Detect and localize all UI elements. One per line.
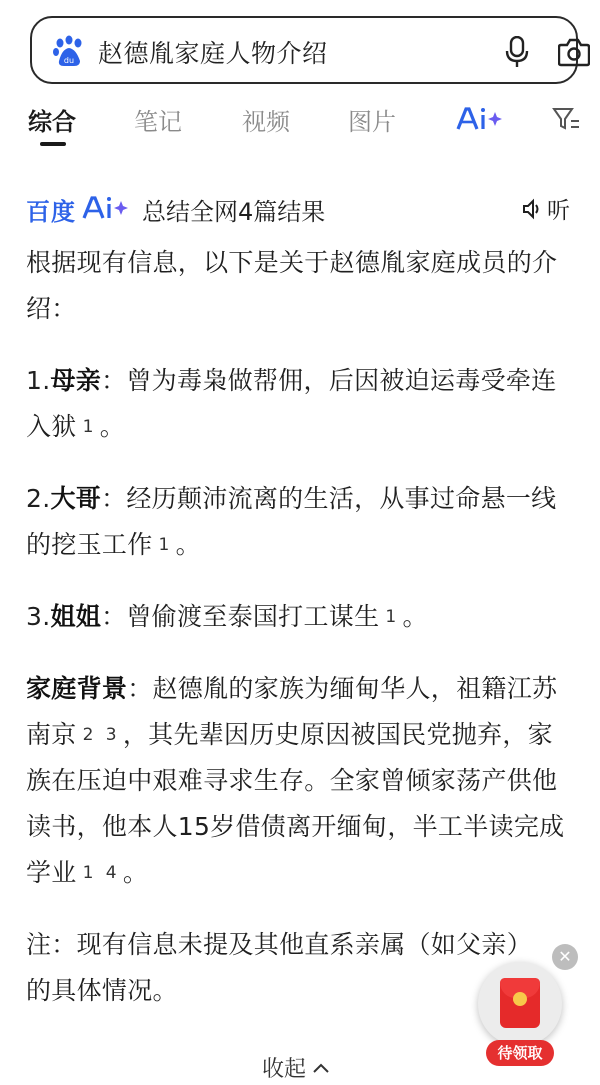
citation-ref[interactable]: 4 — [105, 863, 117, 883]
tab-images[interactable]: 图片 — [348, 108, 396, 136]
family-background: 家庭背景：赵德胤的家族为缅甸华人，祖籍江苏南京 2 3 ，其先辈因历史原因被国民党抛弃，家族在压迫中艰难寻求生存。全家曾倾家荡产供他读书，他本人15岁借债离开缅甸，半工半读完成学业 1 4 。 — [26, 674, 565, 887]
search-query-text[interactable]: 赵德胤家庭人物介绍 — [98, 39, 328, 68]
microphone-icon[interactable] — [504, 36, 530, 68]
citation-ref[interactable]: 1 — [82, 417, 94, 437]
chevron-up-icon — [312, 1062, 330, 1074]
collapse-label: 收起 — [262, 1057, 307, 1082]
ai-answer-content — [26, 240, 574, 1014]
citation-ref[interactable]: 3 — [105, 725, 117, 745]
list-item: 1.母亲：曾为毒枭做帮佣，后因被迫运毒受牵连入狱 1 。 — [26, 366, 557, 441]
search-bar[interactable] — [30, 16, 578, 84]
item-title: 姐姐 — [50, 602, 102, 631]
ai-summary-label: 总结全网4篇结果 — [142, 198, 326, 226]
citation-ref[interactable]: 2 — [82, 725, 94, 745]
background-title: 家庭背景 — [26, 674, 128, 703]
answer-note: 注：现有信息未提及其他直系亲属（如父亲）的具体情况。 — [26, 930, 533, 1005]
tab-notes[interactable]: 笔记 — [134, 108, 182, 136]
search-tabs — [0, 96, 600, 156]
close-icon[interactable]: ✕ — [552, 944, 578, 970]
list-item: 2.大哥：经历颠沛流离的生活，从事过命悬一线的挖玉工作 1 。 — [26, 484, 557, 559]
list-item: 3.姐姐：曾偷渡至泰国打工谋生 1 。 — [26, 602, 428, 631]
item-title: 母亲 — [50, 366, 102, 395]
tab-videos[interactable]: 视频 — [242, 108, 290, 136]
red-packet-float[interactable] — [478, 962, 562, 1070]
listen-label: 听 — [547, 198, 570, 224]
citation-ref[interactable]: 1 — [158, 535, 170, 555]
tab-all[interactable]: 综合 — [28, 108, 76, 136]
baidu-paw-icon — [52, 35, 86, 67]
ai-logo-text: 百度 — [26, 198, 76, 226]
answer-intro: 根据现有信息，以下是关于赵德胤家庭成员的介绍： — [26, 248, 558, 323]
speaker-icon — [521, 198, 543, 220]
citation-ref[interactable]: 1 — [82, 863, 94, 883]
citation-ref[interactable]: 1 — [385, 607, 397, 627]
svg-text:du: du — [63, 56, 75, 65]
active-tab-indicator — [40, 142, 66, 146]
ai-icon — [82, 196, 128, 220]
filter-icon[interactable] — [552, 106, 580, 132]
listen-button[interactable] — [521, 192, 570, 225]
item-title: 大哥 — [50, 484, 102, 513]
red-packet-label: 待领取 — [486, 1040, 554, 1066]
ai-tab-icon[interactable] — [456, 106, 502, 132]
ai-summary-header — [26, 190, 576, 226]
camera-icon[interactable] — [558, 37, 590, 67]
collapse-button[interactable] — [262, 1052, 330, 1083]
